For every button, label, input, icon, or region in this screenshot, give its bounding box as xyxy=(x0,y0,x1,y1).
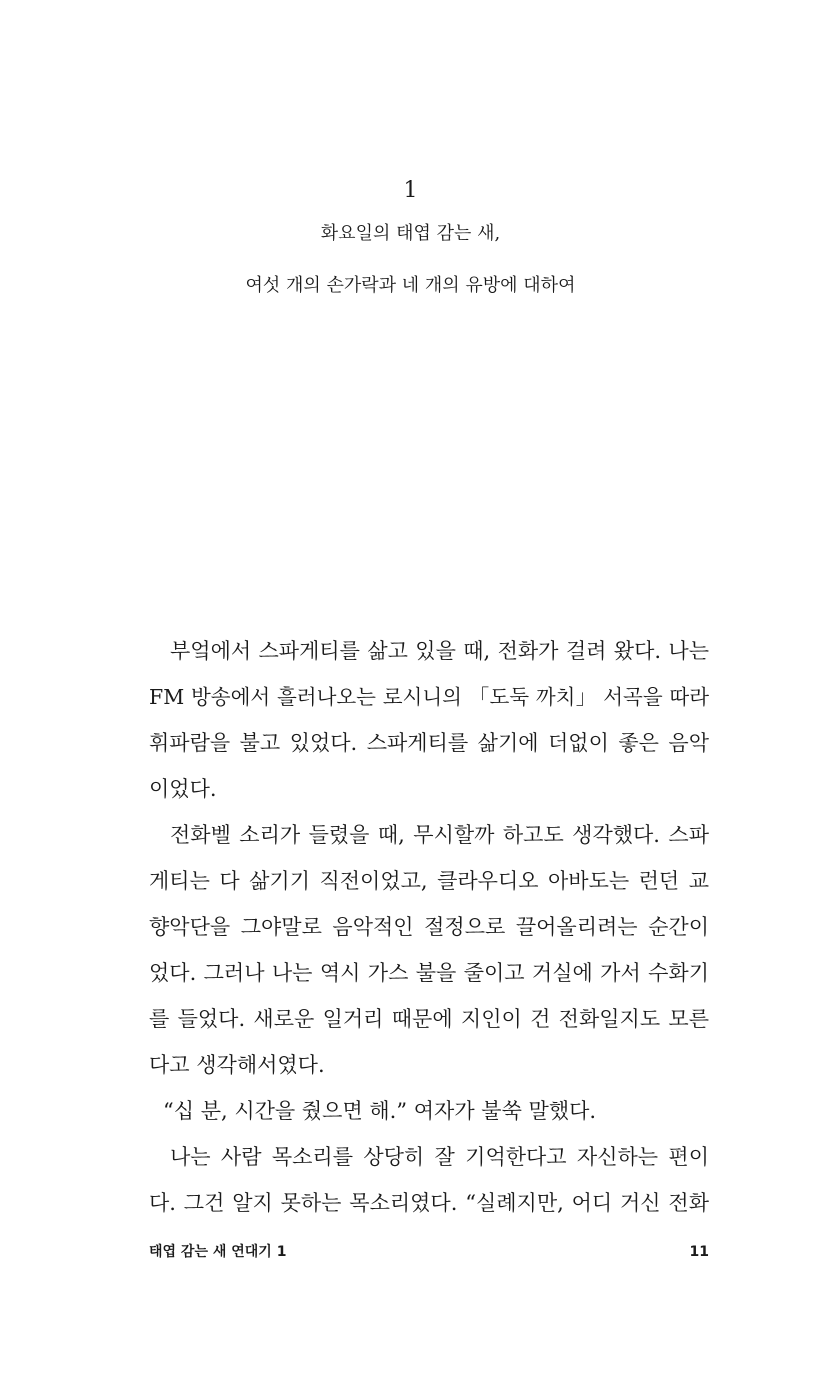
running-footer-title: 태엽 감는 새 연대기 1 xyxy=(149,1244,287,1260)
text-line: 었다. 그러나 나는 역시 가스 불을 줄이고 거실에 가서 수화기 xyxy=(149,961,709,985)
page-number: 11 xyxy=(689,1244,709,1260)
text-line: 부엌에서 스파게티를 삶고 있을 때, 전화가 걸려 왔다. 나는 xyxy=(170,639,709,663)
chapter-title-line: 여섯 개의 손가락과 네 개의 유방에 대하여 xyxy=(245,275,576,296)
text-line: 향악단을 그야말로 음악적인 절정으로 끌어올리려는 순간이 xyxy=(149,915,709,939)
text-line: FM 방송에서 흘러나오는 로시니의 「도둑 까치」 서곡을 따라 xyxy=(149,685,709,709)
text-line: “십 분, 시간을 줬으면 해.” 여자가 불쑥 말했다. xyxy=(163,1099,597,1123)
body-text xyxy=(149,628,709,1226)
text-line: 전화벨 소리가 들렸을 때, 무시할까 하고도 생각했다. 스파 xyxy=(170,823,709,847)
text-line: 를 들었다. 새로운 일거리 때문에 지인이 건 전화일지도 모른 xyxy=(149,1007,709,1031)
page-footer xyxy=(149,1240,709,1264)
chapter-number: 1 xyxy=(403,178,418,203)
chapter-title xyxy=(0,208,821,312)
text-line: 나는 사람 목소리를 상당히 잘 기억한다고 자신하는 편이 xyxy=(170,1145,709,1169)
text-line: 다. 그건 알지 못하는 목소리였다. “실례지만, 어디 거신 전화 xyxy=(149,1191,709,1215)
text-line: 게티는 다 삶기기 직전이었고, 클라우디오 아바도는 런던 교 xyxy=(149,869,709,893)
text-line: 휘파람을 불고 있었다. 스파게티를 삶기에 더없이 좋은 음악 xyxy=(149,731,709,755)
text-line: 이었다. xyxy=(149,777,217,801)
text-line: 다고 생각해서였다. xyxy=(149,1053,325,1077)
chapter-title-line: 화요일의 태엽 감는 새, xyxy=(320,223,501,244)
